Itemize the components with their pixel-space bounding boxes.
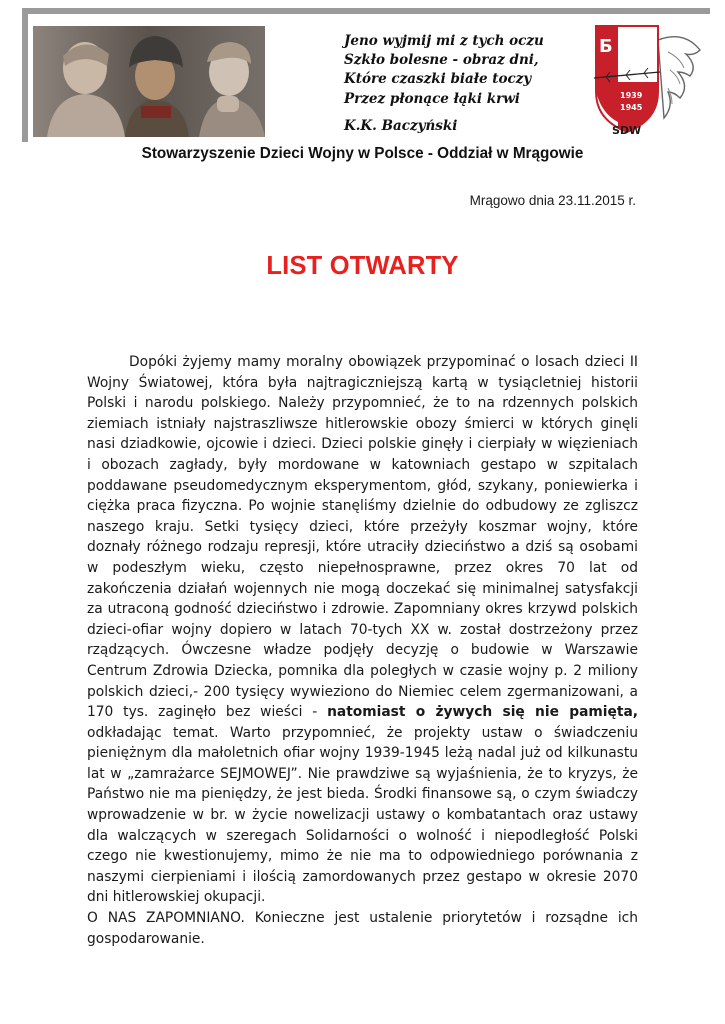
letter-body — [87, 352, 638, 949]
logo-year-top: 1939 — [620, 91, 643, 100]
header-frame-left-border — [22, 8, 28, 142]
organization-name: Stowarzyszenie Dzieci Wojny w Polsce - Oddział w Mrągowie — [141, 145, 584, 162]
body-paragraph-2: O NAS ZAPOMNIANO. Konieczne jest ustalenie priorytetów i rozsądne ich gospodarowanie. — [87, 910, 638, 947]
logo-monogram: SDW — [612, 124, 642, 137]
poem-line-4: Przez płonące łąki krwi — [344, 90, 520, 107]
sdw-logo — [588, 22, 708, 138]
war-children-photo-illustration — [33, 26, 265, 137]
body-paragraph-1-part-a: Dopóki żyjemy mamy moralny obowiązek przypominać o losach dzieci II Wojny Światowej, która była najtragiczniejszą kartą w tysiącletniej historii Polski i narodu polskiego. Należy przypomnieć, że to na rdzennych polskich ziemiach istniały najstraszliwsze hitlerowskie obozy śmierci w których ginęli nasi dziadkowie, ojcowie i dzieci. Dzieci polskie ginęły i cierpiały w więzieniach i obozach zagłady, były mordowane w katowniach gestapo w szpitalach poddawane pseudomedycznym eksperymentom, głód, szykany, poniewierka i ciężka praca fizyczna. Po wojnie stanęliśmy dzielnie do odbudowy ze zgliszcz naszego kraju. Setki tysięcy dzieci, które przeżyły koszmar wojny, które doznały różnego rodzaju represji, które utraciły dzieciństwo a dziś są osobami w podeszłym wieku, często niepełnosprawne, przez okres 70 lat od zakończenia działań wojennych nie mogą doczekać się minimalnej satysfakcji za utraconą godność dzieciństwo i zdrowie. Zapomniany okres krzywd polskich dzieci-ofiar wojny dopiero w latach 70-tych XX w. został dostrzeżony przez rządzących. Ówczesne władze podjęły decyzję o budowie w Warszawie Centrum Zdrowia Dziecka, pomnika dla poległych w czasie wojny p. 2 miliony polskich dzieci,- 200 tysięcy wywieziono do Niemiec celem zgermanizowani, a 170 tys. zaginęło bez wieści - — [87, 354, 638, 721]
date-line: Mrągowo dnia 23.11.2015 r. — [469, 193, 636, 208]
body-paragraph-1-emphasis: natomiast o żywych się nie pamięta, — [327, 704, 638, 721]
sdw-logo-emblem — [588, 22, 708, 138]
war-children-photo — [33, 26, 265, 137]
letter-title: LIST OTWARTY — [266, 252, 459, 280]
poem-line-3: Które czaszki białe toczy — [344, 71, 532, 88]
logo-year-bottom: 1945 — [620, 103, 643, 112]
body-paragraph-1 — [87, 352, 638, 908]
poem-author: K.K. Baczyński — [344, 118, 458, 134]
poem-line-2: Szkło bolesne - obraz dni, — [344, 52, 539, 69]
svg-text:Б: Б — [599, 36, 613, 57]
header-frame-top-border — [22, 8, 710, 14]
poem-block — [344, 32, 584, 109]
body-paragraph-1-part-b: odkładając temat. Warto przypomnieć, że projekty ustaw o świadczeniu pieniężnym dla małoletnich ofiar wojny 1939-1945 leżą nadal już od kilkunastu lat w „zamrażarce SEJMOWEJ”. Nie prawdziwe są wyjaśnienia, że to kryzys, że Państwo nie ma pieniędzy, że jest bieda. Środki finansowe są, o czym świadczy wprowadzenie w br. w życie nowelizacji ustawy o kombatantach oraz ustawy dla walczących w szeregach Solidarności o wolność i niepodległość Polski czego nie kwestionujemy, mimo że nie ma to odpowiedniego porównania z naszymi cierpieniami i ilością zamordowanych przez gestapo w okresie 2070 dni hitlerowskiej okupacji. — [87, 724, 638, 906]
poem-line-1: Jeno wyjmij mi z tych oczu — [344, 33, 544, 49]
